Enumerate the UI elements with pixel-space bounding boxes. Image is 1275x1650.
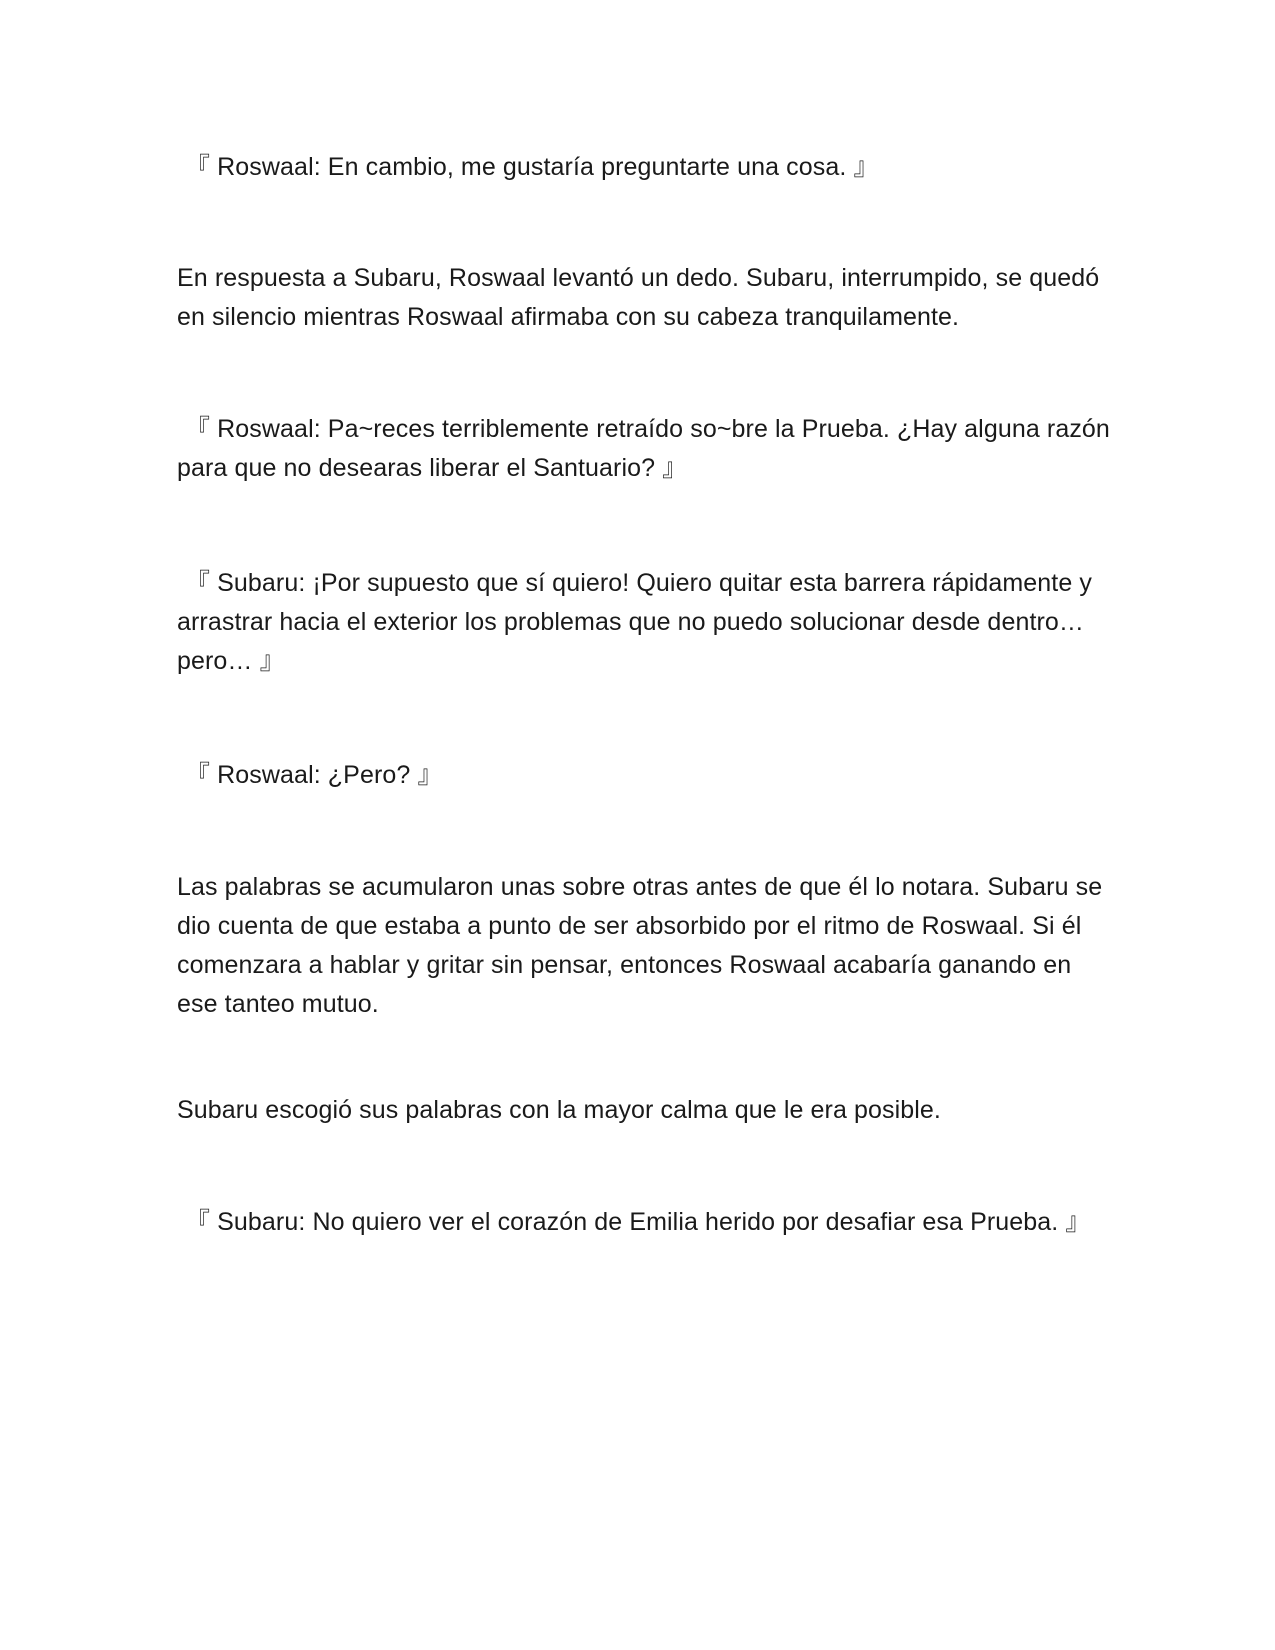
dialogue-roswaal-pero: 『 Roswaal: ¿Pero? 』: [185, 761, 443, 789]
narration-paragraph: En respuesta a Subaru, Roswaal levantó un dedo. Subaru, interrumpido, se quedó en silencio mientras Roswaal afirmaba con su cabeza tranquilamente.: [177, 264, 1100, 331]
narration-paragraph: Las palabras se acumularon unas sobre otras antes de que él lo notara. Subaru se dio cuenta de que estaba a punto de ser absorbido por el ritmo de Roswaal. Si él comenzara a hablar y gritar sin pensar, entonces Roswaal acabaría ganando en ese tanteo mutuo.: [177, 873, 1103, 1018]
dialogue-roswaal-question: 『 Roswaal: En cambio, me gustaría preguntarte una cosa. 』: [185, 153, 879, 181]
narration-paragraph: Subaru escogió sus palabras con la mayor calma que le era posible.: [177, 1096, 941, 1124]
dialogue-subaru-emilia: 『 Subaru: No quiero ver el corazón de Emilia herido por desafiar esa Prueba. 』: [185, 1208, 1091, 1236]
dialogue-roswaal-prueba: 『 Roswaal: Pa~reces terriblemente retraído so~bre la Prueba. ¿Hay alguna razón para que no desearas liberar el Santuario? 』: [177, 415, 1110, 482]
dialogue-subaru-reply: 『 Subaru: ¡Por supuesto que sí quiero! Quiero quitar esta barrera rápidamente y arrastrar hacia el exterior los problemas que no puedo solucionar desde dentro… pero… 』: [177, 569, 1092, 675]
